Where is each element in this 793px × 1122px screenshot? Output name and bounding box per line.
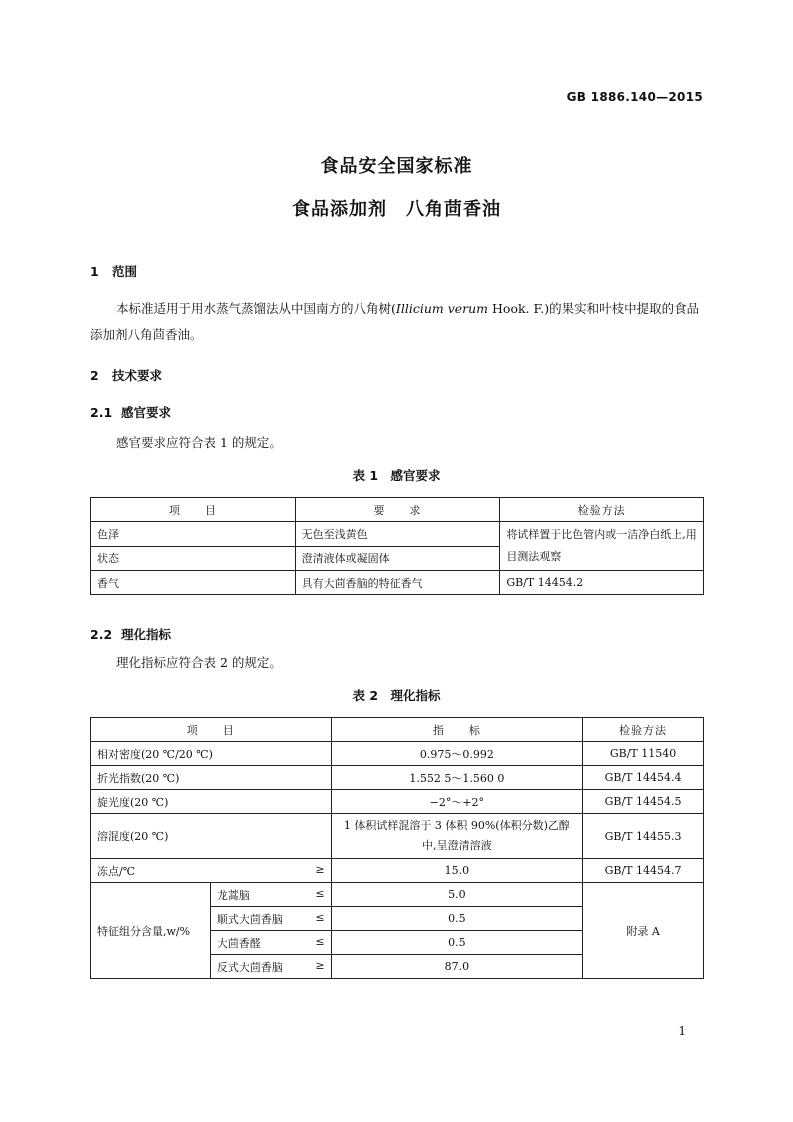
- component-cell: [210, 931, 331, 955]
- section-title: 技术要求: [112, 368, 163, 383]
- value-cell: 1.552 5～1.560 0: [331, 766, 583, 790]
- latin-name: Illicium verum: [395, 301, 489, 316]
- item-cell: 状态: [91, 546, 296, 571]
- item-cell: 折光指数(20 ℃): [91, 766, 332, 790]
- section-2-heading: [90, 366, 162, 384]
- comparison-symbol: ≥: [315, 958, 325, 972]
- value-cell: 0.5: [331, 907, 583, 931]
- method-cell: GB/T 14454.7: [583, 859, 704, 883]
- section-2-2-heading: [90, 625, 171, 643]
- value-cell: 5.0: [331, 883, 583, 907]
- section-title: 理化指标: [121, 627, 172, 642]
- item-cell: 色泽: [91, 522, 296, 547]
- section-number: 2.1: [90, 405, 113, 420]
- component-name: 顺式大茴香脑: [216, 912, 283, 926]
- method-cell: GB/T 14455.3: [583, 814, 704, 859]
- component-name: 大茴香醛: [216, 936, 261, 950]
- section-number: 1: [90, 264, 99, 279]
- section-title: 感官要求: [121, 405, 172, 420]
- comparison-symbol: ≤: [315, 910, 325, 924]
- paragraph-text: 理化指标应符合表 2 的规定。: [116, 655, 282, 670]
- table-header-cell: 项 目: [91, 498, 296, 522]
- table-2: [90, 717, 704, 979]
- section-number: 2.2: [90, 627, 113, 642]
- component-cell: [210, 883, 331, 907]
- section-title: 范围: [112, 264, 138, 279]
- page-subtitle: 食品添加剂 八角茴香油: [292, 199, 501, 220]
- table-header-cell: 检验方法: [500, 498, 704, 522]
- requirement-cell: 澄清液体或凝固体: [295, 546, 500, 571]
- requirement-cell: 无色至浅黄色: [295, 522, 500, 547]
- item-label: 冻点/℃: [97, 864, 136, 878]
- requirement-cell: 具有大茴香脑的特征香气: [295, 571, 500, 595]
- table-row: [91, 522, 704, 547]
- method-cell: 附录 A: [583, 883, 704, 979]
- comparison-symbol: ≤: [315, 886, 325, 900]
- table-row: [91, 790, 704, 814]
- value-cell: 0.5: [331, 931, 583, 955]
- table-header-cell: 项 目: [91, 718, 332, 742]
- standard-code: GB 1886.140—2015: [566, 90, 703, 104]
- table-row: [91, 814, 704, 859]
- section-1-heading: [90, 262, 137, 280]
- table-row: [91, 766, 704, 790]
- table-header-cell: 要 求: [295, 498, 500, 522]
- component-cell: [210, 955, 331, 979]
- item-cell: 香气: [91, 571, 296, 595]
- table-row: [91, 859, 704, 883]
- section-number: 2: [90, 368, 99, 383]
- value-cell: −2°～+2°: [331, 790, 583, 814]
- item-cell: 溶混度(20 ℃): [91, 814, 332, 859]
- table-header-row: [91, 718, 704, 742]
- table-header-row: [91, 498, 704, 522]
- value-cell: 15.0: [331, 859, 583, 883]
- section-2-2-paragraph: [90, 650, 704, 676]
- item-cell: 相对密度(20 ℃/20 ℃): [91, 742, 332, 766]
- value-cell: 87.0: [331, 955, 583, 979]
- table-row: [91, 742, 704, 766]
- value-cell: 1 体积试样混溶于 3 体积 90%(体积分数)乙醇中,呈澄清溶液: [331, 814, 583, 859]
- page-title: 食品安全国家标准: [320, 156, 473, 177]
- item-cell: [91, 859, 332, 883]
- method-cell: 将试样置于比色管内或一洁净白纸上,用目测法观察: [500, 522, 704, 571]
- scope-text-after: Hook. F.)的果实和叶枝中提取的食品添加剂八角茴香油。: [90, 301, 700, 342]
- method-cell: GB/T 14454.5: [583, 790, 704, 814]
- item-cell: 旋光度(20 ℃): [91, 790, 332, 814]
- table-header-cell: 指 标: [331, 718, 583, 742]
- table-header-cell: 检验方法: [583, 718, 704, 742]
- table-2-caption: 表 2 理化指标: [352, 688, 441, 703]
- table-1: [90, 497, 704, 595]
- paragraph-text: 感官要求应符合表 1 的规定。: [116, 435, 282, 450]
- method-cell: GB/T 14454.4: [583, 766, 704, 790]
- method-cell: GB/T 14454.2: [500, 571, 704, 595]
- component-cell: [210, 907, 331, 931]
- component-name: 反式大茴香脑: [216, 960, 283, 974]
- table-row: [91, 883, 704, 907]
- method-cell: GB/T 11540: [583, 742, 704, 766]
- value-cell: 0.975～0.992: [331, 742, 583, 766]
- comparison-symbol: ≥: [315, 862, 325, 876]
- component-name: 龙蒿脑: [216, 888, 250, 902]
- table-1-caption: 表 1 感官要求: [352, 468, 441, 483]
- section-2-1-paragraph: [90, 430, 704, 456]
- comparison-symbol: ≤: [315, 934, 325, 948]
- table-row: [91, 571, 704, 595]
- scope-text-before: 本标准适用于用水蒸气蒸馏法从中国南方的八角树(: [116, 301, 396, 316]
- page-number: 1: [678, 1024, 686, 1038]
- section-2-1-heading: [90, 403, 171, 421]
- group-label-cell: 特征组分含量,w/%: [91, 883, 211, 979]
- section-1-paragraph: [90, 296, 704, 348]
